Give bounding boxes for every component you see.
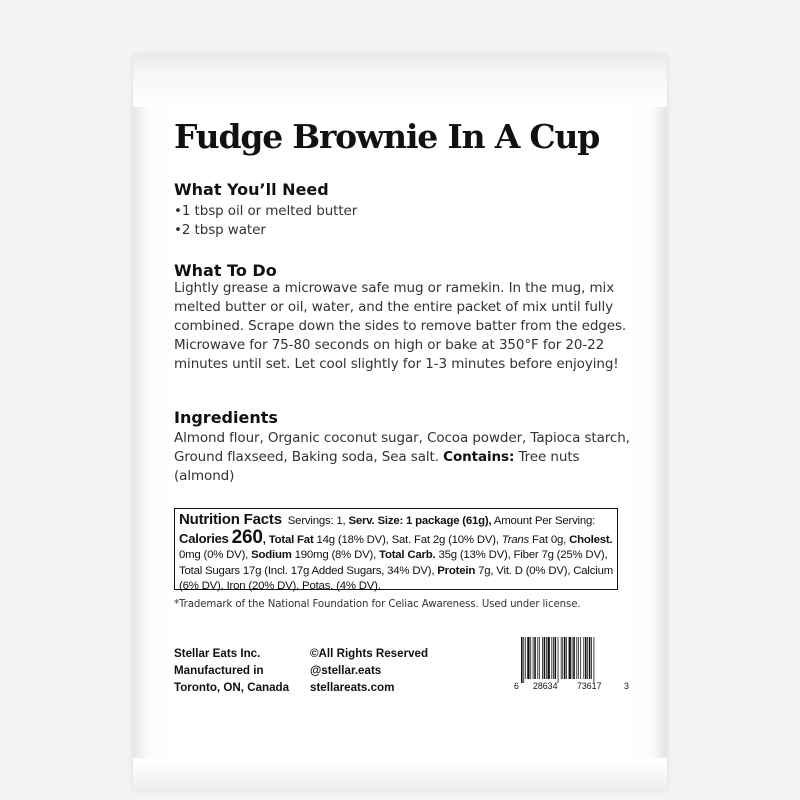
barcode-digit-group: 73617 — [577, 681, 602, 691]
carb-label: Total Carb. — [379, 549, 436, 562]
contact-line: @stellar.eats — [310, 664, 382, 677]
barcode-bar — [572, 637, 573, 679]
nutrition-servings: Servings: 1, — [287, 515, 346, 527]
pouch-bottom-shading — [133, 758, 667, 790]
what-to-do-heading: What To Do — [174, 261, 277, 280]
trans-value: Fat 0g, — [532, 533, 567, 546]
trans-label: Trans — [501, 533, 530, 546]
company-line: Stellar Eats Inc. — [174, 647, 261, 660]
barcode-bar — [576, 637, 577, 679]
amount-per-serving: Amount Per Serving: — [493, 515, 596, 527]
nutrition-title: Nutrition Facts — [179, 511, 282, 528]
total-fat-label: Total Fat — [268, 533, 314, 546]
total-fat-value: 14g (18% DV), Sat. Fat 2g (10% DV), — [316, 533, 499, 546]
barcode-bar — [525, 637, 526, 679]
need-item: •1 tbsp oil or melted butter — [174, 203, 358, 219]
trademark-notice: *Trademark of the National Foundation for Celiac Awareness. Used under license. — [174, 599, 581, 610]
calories-label: Calories — [179, 530, 229, 546]
barcode-bar — [561, 637, 562, 679]
barcode-bar — [591, 637, 592, 679]
company-info — [174, 645, 289, 696]
ingredients-heading: Ingredients — [174, 408, 278, 427]
barcode-bar — [544, 637, 546, 679]
barcode-bar — [534, 637, 536, 679]
barcode-bar — [589, 637, 591, 679]
contact-line: ©All Rights Reserved — [310, 647, 429, 660]
contact-line: stellareats.com — [310, 681, 395, 694]
cholest-value: 0mg (0% DV), — [179, 549, 249, 562]
barcode-bar — [564, 637, 566, 679]
what-you-need-heading: What You’ll Need — [174, 180, 329, 199]
ingredients-list: Almond flour, Organic coconut sugar, Cocoa powder, Tapioca starch, Ground flaxseed, Baking soda, Sea salt. — [174, 430, 630, 465]
barcode-bar — [578, 637, 579, 679]
barcode-bar — [573, 637, 575, 679]
contains-label: Contains: — [443, 449, 515, 465]
company-line: Toronto, ON, Canada — [174, 681, 290, 694]
sodium-label: Sodium — [251, 549, 292, 562]
barcode-bar — [569, 637, 571, 679]
barcode-bar — [533, 637, 534, 679]
company-line: Manufactured in — [174, 664, 264, 677]
barcode — [519, 637, 627, 683]
product-title: Fudge Brownie In A Cup — [174, 117, 600, 156]
ingredients-text — [174, 429, 634, 486]
barcode-digit-group: 6 — [514, 681, 519, 691]
barcode-bar — [539, 637, 540, 679]
barcode-bar — [585, 637, 587, 679]
instructions-text: Lightly grease a microwave safe mug or ramekin. In the mug, mix melted butter or oil, water, and the entire packet of mix until fully combined. Scrape down the sides to remove batter from the edges. Microwave for 75-80 seconds on high or bake at 350°F for 20-22 minutes until set. Let cool slightly for 1-3 minutes before enjoying! — [174, 280, 627, 372]
barcode-bar — [580, 637, 581, 679]
sodium-value: 190mg (8% DV), — [294, 549, 377, 562]
serv-size-label: Serv. Size: — [348, 515, 404, 527]
barcode-digit-group: 28634 — [533, 681, 558, 691]
barcode-bar — [530, 637, 531, 679]
calories-value: 260 — [231, 526, 263, 548]
contact-info — [310, 645, 428, 696]
barcode-bar — [537, 637, 538, 679]
barcode-bar — [583, 637, 584, 679]
barcode-bar — [548, 637, 550, 679]
barcode-digit-group: 3 — [624, 681, 629, 691]
barcode-bar — [566, 637, 567, 679]
carb-value: 35g (13% DV), Fiber 7g (25% DV), Total Sugars 17g (Incl. 17g Added Sugars, 34% DV), — [179, 549, 608, 577]
barcode-bar — [523, 637, 524, 683]
barcode-bar — [555, 637, 557, 679]
barcode-bar — [553, 637, 554, 679]
barcode-bar — [558, 637, 559, 683]
protein-label: Protein — [437, 564, 476, 577]
pouch-top-shading — [133, 55, 667, 107]
barcode-bar — [527, 637, 529, 679]
barcode-bar — [521, 637, 523, 683]
barcode-bar — [562, 637, 563, 679]
cholest-label: Cholest. — [569, 533, 613, 546]
serv-size-value: 1 package (61g), — [406, 515, 492, 527]
barcode-bar — [546, 637, 547, 679]
barcode-bar — [594, 637, 595, 683]
nutrition-facts-panel: Nutrition Facts Servings: 1, Serv. Size: 1 package (61g), Amount Per Serving: Calories 260, Total Fat 14g (18% DV), Sat. Fat 2g (10% DV), Trans Fat 0g, Cholest. 0mg (0% DV), Sodium 190mg (8% DV), Total Carb. 35g (13% DV), Fiber 7g (25% DV), Total Sugars 17g (Incl. 17g Added Sugars, 34% DV), Protein 7g, Vit. D (0% DV), Calcium (6% DV), Iron (20% DV), Potas. (4% DV). — [174, 508, 618, 590]
protein-value: 7g, Vit. D (0% DV), Calcium (6% DV), Iron (20% DV), Potas. (4% DV). — [179, 564, 614, 593]
barcode-bar — [542, 637, 543, 679]
barcode-bar — [587, 637, 588, 679]
contains-text: Tree nuts (almond) — [174, 449, 580, 484]
barcode-bar — [551, 637, 552, 679]
need-item: •2 tbsp water — [174, 222, 266, 238]
